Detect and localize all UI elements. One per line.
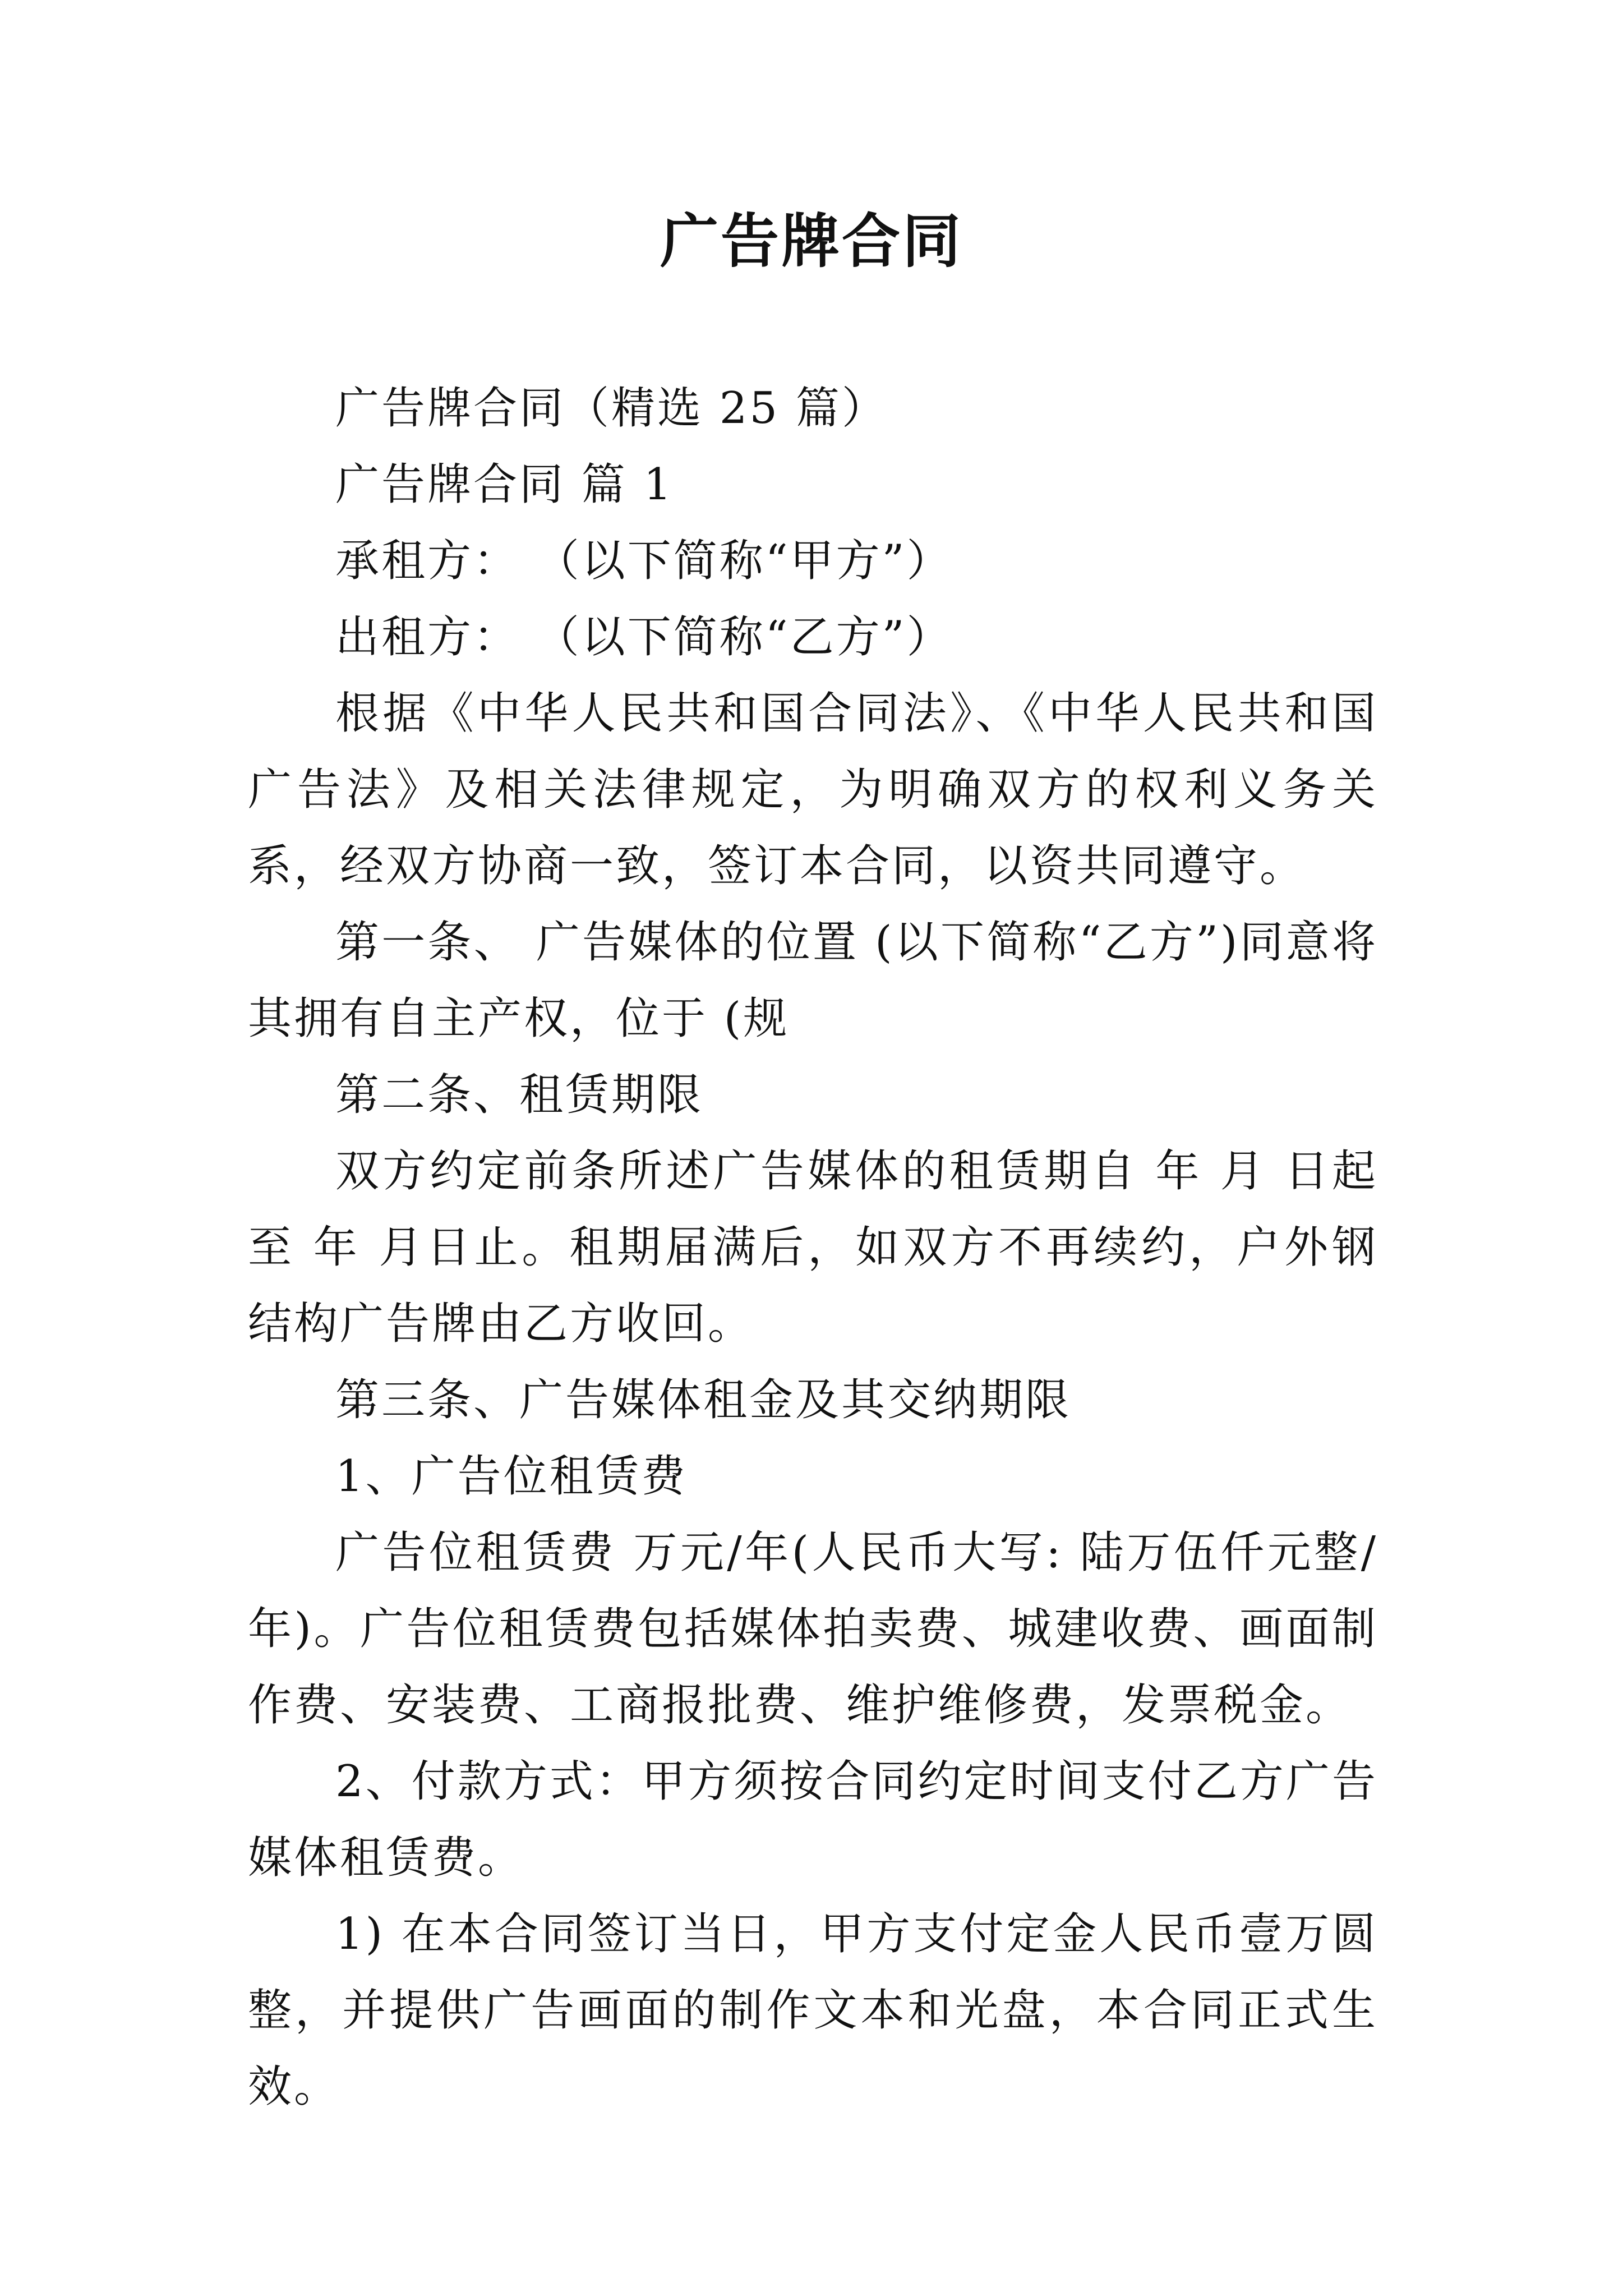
document-body bbox=[248, 370, 1378, 2125]
paragraph-subtitle: 广告牌合同（精选 25 篇） bbox=[335, 383, 888, 434]
paragraph-payment-item-1: 1) 在本合同签订当日，甲方支付定金人民币壹万圆整，并提供广告画面的制作文本和光盘，本合同正式生效。 bbox=[248, 1909, 1378, 2112]
paragraph-rental-fee-body: 广告位租赁费 万元/年(人民币大写: 陆万伍仟元整/年)。广告位租赁费包括媒体拍卖费、城建收费、画面制作费、安装费、工商报批费、维护维修费，发票税金。 bbox=[248, 1527, 1378, 1731]
paragraph-section-heading: 广告牌合同 篇 1 bbox=[335, 459, 674, 510]
paragraph-rental-fee-heading: 1、广告位租赁费 bbox=[335, 1451, 688, 1502]
paragraph-lessee: 承租方： （以下简称“甲方”） bbox=[335, 536, 953, 586]
paragraph-preamble: 根据《中华人民共和国合同法》、《中华人民共和国广告法》及相关法律规定，为明确双方的权利义务关系，经双方协商一致，签订本合同，以资共同遵守。 bbox=[248, 688, 1378, 891]
paragraph-article-2-heading: 第二条、租赁期限 bbox=[335, 1070, 704, 1120]
document-title: 广告牌合同 bbox=[660, 206, 963, 275]
paragraph-article-3-heading: 第三条、广告媒体租金及其交纳期限 bbox=[335, 1375, 1072, 1425]
paragraph-article-2-body: 双方约定前条所述广告媒体的租赁期自 年 月 日起至 年 月日止。租期届满后，如双方不再续约，户外钢结构广告牌由乙方收回。 bbox=[248, 1146, 1378, 1349]
paragraph-article-1: 第一条、 广告媒体的位置 (以下简称“乙方”)同意将其拥有自主产权，位于 (规 bbox=[248, 917, 1378, 1044]
paragraph-lessor: 出租方： （以下简称“乙方”） bbox=[335, 612, 953, 662]
paragraph-payment-method: 2、付款方式：甲方须按合同约定时间支付乙方广告媒体租赁费。 bbox=[248, 1756, 1378, 1883]
